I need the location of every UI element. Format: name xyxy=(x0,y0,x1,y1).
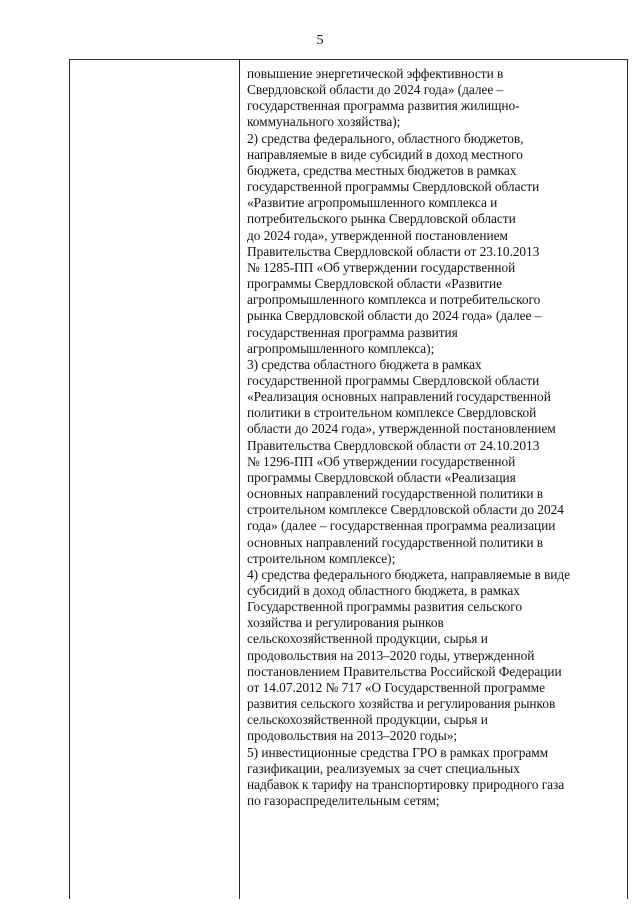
text-line: № 1296-ПП «Об утверждении государственной xyxy=(247,453,516,469)
text-line: строительном комплексе); xyxy=(247,550,396,566)
text-line: Государственной программы развития сельского xyxy=(247,599,523,615)
text-line: агропромышленного комплекса и потребительского xyxy=(247,292,541,308)
text-line: Правительства Свердловской области от 24.10.2013 xyxy=(247,437,540,453)
page-number: 5 xyxy=(316,33,324,48)
text-line: «Реализация основных направлений государственной xyxy=(247,389,551,405)
text-line: 3) средства областного бюджета в рамках xyxy=(247,356,482,372)
text-line: основных направлений государственной политики в xyxy=(247,486,544,502)
text-line: повышение энергетической эффективности в xyxy=(247,66,504,81)
text-line: политики в строительном комплексе Свердловской xyxy=(247,405,537,421)
text-line: 4) средства федерального бюджета, направляемые в виде xyxy=(247,566,571,582)
text-line: до 2024 года», утвержденной постановлением xyxy=(247,227,508,243)
text-line: направляемые в виде субсидий в доход местного xyxy=(247,146,523,162)
document-table xyxy=(69,59,628,899)
text-line: государственная программа развития xyxy=(247,324,458,340)
text-line: коммунального хозяйства); xyxy=(247,114,401,130)
text-line: строительном комплексе Свердловской области до 2024 xyxy=(247,502,564,518)
text-line: государственной программы Свердловской области xyxy=(247,372,540,388)
text-line: № 1285-ПП «Об утверждении государственной xyxy=(247,259,516,275)
text-line: постановлением Правительства Российской Федерации xyxy=(247,663,562,679)
table-left-cell xyxy=(70,60,240,899)
text-line: газификации, реализуемых за счет специальных xyxy=(247,760,520,776)
text-line: бюджета, средства местных бюджетов в рамках xyxy=(247,162,517,178)
text-line: программы Свердловской области «Реализация xyxy=(247,469,516,485)
text-line: хозяйства и регулирования рынков xyxy=(247,615,444,631)
text-line: 5) инвестиционные средства ГРО в рамках программ xyxy=(247,744,549,760)
text-line: развития сельского хозяйства и регулирования рынков xyxy=(247,696,556,712)
table-right-cell xyxy=(247,66,622,809)
text-line: Свердловской области до 2024 года» (далее – xyxy=(247,82,504,98)
text-line: государственная программа развития жилищно- xyxy=(247,98,520,114)
text-line: сельскохозяйственной продукции, сырья и xyxy=(247,712,488,728)
text-line: агропромышленного комплекса); xyxy=(247,340,435,356)
text-line: субсидий в доход областного бюджета, в рамках xyxy=(247,583,520,598)
text-line: «Развитие агропромышленного комплекса и xyxy=(247,195,498,211)
text-line: основных направлений государственной политики в xyxy=(247,534,544,550)
text-line: области до 2024 года», утвержденной постановлением xyxy=(247,421,556,437)
text-line: продовольствия на 2013–2020 годы, утвержденной xyxy=(247,647,535,663)
text-line: Правительства Свердловской области от 23.10.2013 xyxy=(247,243,540,259)
text-line: 2) средства федерального, областного бюджетов, xyxy=(247,130,524,146)
text-line: государственной программы Свердловской области xyxy=(247,179,540,195)
text-line: потребительского рынка Свердловской области xyxy=(247,211,516,227)
text-line: продовольствия на 2013–2020 годы»; xyxy=(247,728,458,744)
text-line: года» (далее – государственная программа реализации xyxy=(247,518,556,534)
text-line: по газораспределительным сетям; xyxy=(247,793,440,809)
text-line: надбавок к тарифу на транспортировку природного газа xyxy=(247,776,565,792)
text-line: рынка Свердловской области до 2024 года» (далее – xyxy=(247,308,542,324)
text-line: программы Свердловской области «Развитие xyxy=(247,276,502,292)
text-line: от 14.07.2012 № 717 «О Государственной программе xyxy=(247,679,545,695)
text-line: сельскохозяйственной продукции, сырья и xyxy=(247,631,488,647)
